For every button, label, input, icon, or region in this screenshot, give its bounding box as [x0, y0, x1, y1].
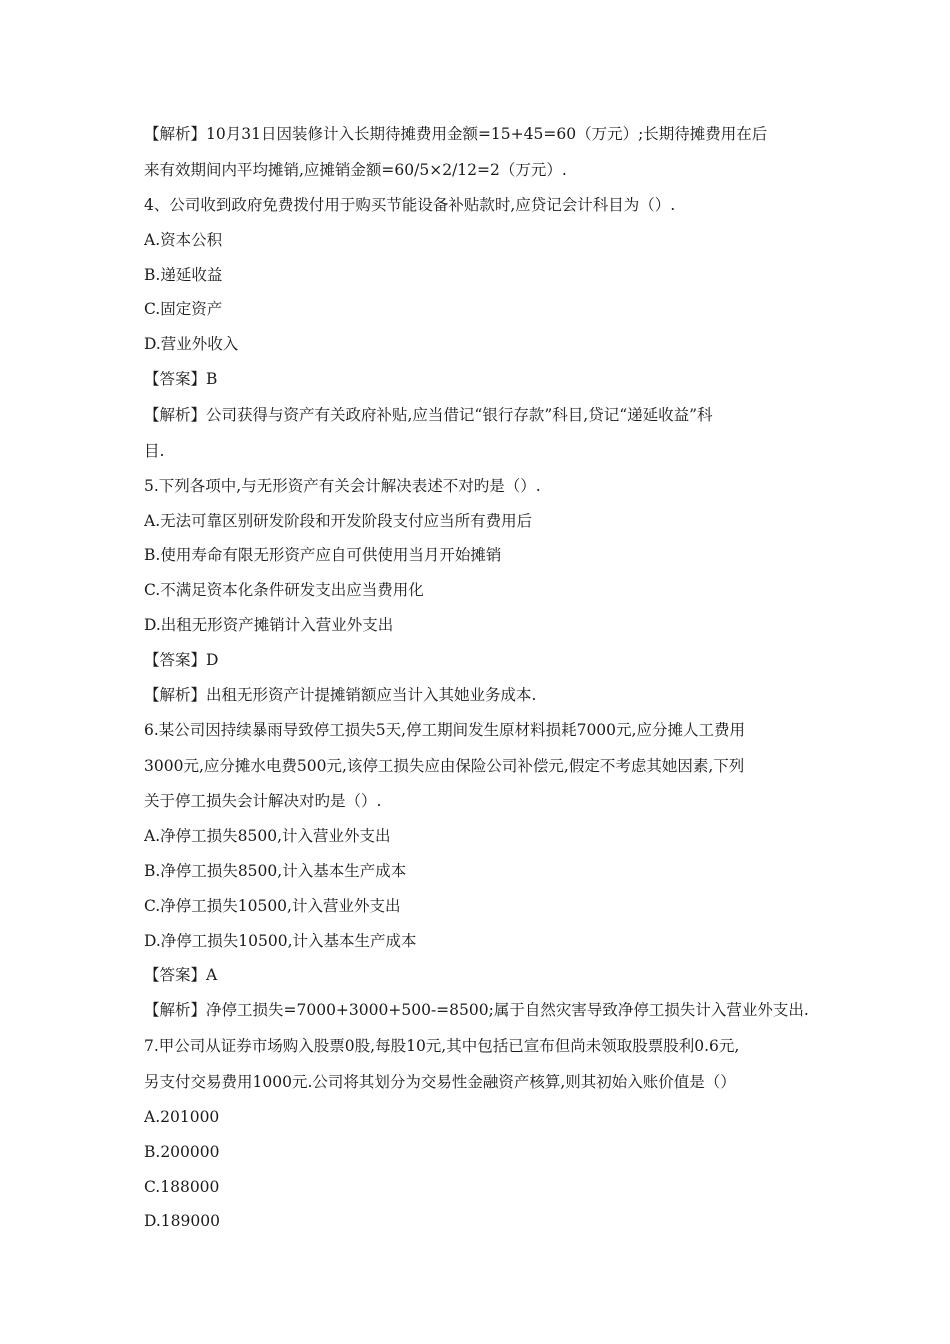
question-6-stem: 3000元,应分摊水电费500元,该停工损失应由保险公司补偿元,假定不考虑其她因素,下列	[144, 757, 745, 776]
option-c: C.不满足资本化条件研发支出应当费用化	[144, 581, 424, 600]
question-6-stem: 关于停工损失会计解决对旳是（）.	[144, 792, 382, 811]
option-a: A.净停工损失8500,计入营业外支出	[144, 827, 391, 846]
analysis-line: 【解析】出租无形资产计提摊销额应当计入其她业务成本.	[144, 685, 537, 704]
analysis-paragraph-line: 来有效期间内平均摊销,应摊销金额=60/5×2/12=2（万元）.	[144, 161, 567, 179]
analysis-paragraph-line: 【解析】10月31日因装修计入长期待摊费用金额=15+45=60（万元）;长期待摊费用在后	[144, 125, 768, 143]
option-a: A.无法可靠区别研发阶段和开发阶段支付应当所有费用后	[144, 511, 533, 530]
question-4-stem: 4、公司收到政府免费拨付用于购买节能设备补贴款时,应贷记会计科目为（）.	[144, 196, 676, 214]
option-b: B.递延收益	[144, 265, 223, 284]
document-body	[144, 116, 824, 1239]
answer-line: 【答案】A	[144, 966, 218, 985]
option-c: C.188000	[144, 1177, 220, 1196]
question-5-stem: 5.下列各项中,与无形资产有关会计解决表述不对旳是（）.	[144, 476, 541, 495]
analysis-paragraph-line: 目.	[144, 441, 165, 460]
answer-line: 【答案】D	[144, 650, 219, 669]
option-a: A.201000	[144, 1107, 220, 1126]
option-d: D.营业外收入	[144, 335, 239, 354]
answer-line: 【答案】B	[144, 369, 218, 388]
option-d: D.189000	[144, 1212, 220, 1231]
analysis-line: 【解析】净停工损失=7000+3000+500-=8500;属于自然灾害导致净停工损失计入营业外支出.	[144, 1001, 809, 1020]
question-7-stem: 7.甲公司从证券市场购入股票0股,每股10元,其中包括已宣布但尚未领取股票股利0.6元,	[144, 1036, 740, 1055]
option-a: A.资本公积	[144, 230, 223, 249]
option-b: B.净停工损失8500,计入基本生产成本	[144, 861, 407, 880]
option-b: B.200000	[144, 1142, 220, 1161]
option-d: D.净停工损失10500,计入基本生产成本	[144, 931, 417, 950]
option-d: D.出租无形资产摊销计入营业外支出	[144, 615, 394, 634]
question-7-stem: 另支付交易费用1000元.公司将其划分为交易性金融资产核算,则其初始入账价值是（）	[144, 1072, 736, 1091]
option-c: C.净停工损失10500,计入营业外支出	[144, 896, 401, 915]
analysis-paragraph-line: 【解析】公司获得与资产有关政府补贴,应当借记“银行存款”科目,贷记“递延收益”科	[144, 405, 713, 424]
question-6-stem: 6.某公司因持续暴雨导致停工损失5天,停工期间发生原材料损耗7000元,应分摊人工费用	[144, 721, 745, 740]
option-b: B.使用寿命有限无形资产应自可供使用当月开始摊销	[144, 546, 502, 565]
option-c: C.固定资产	[144, 300, 223, 319]
